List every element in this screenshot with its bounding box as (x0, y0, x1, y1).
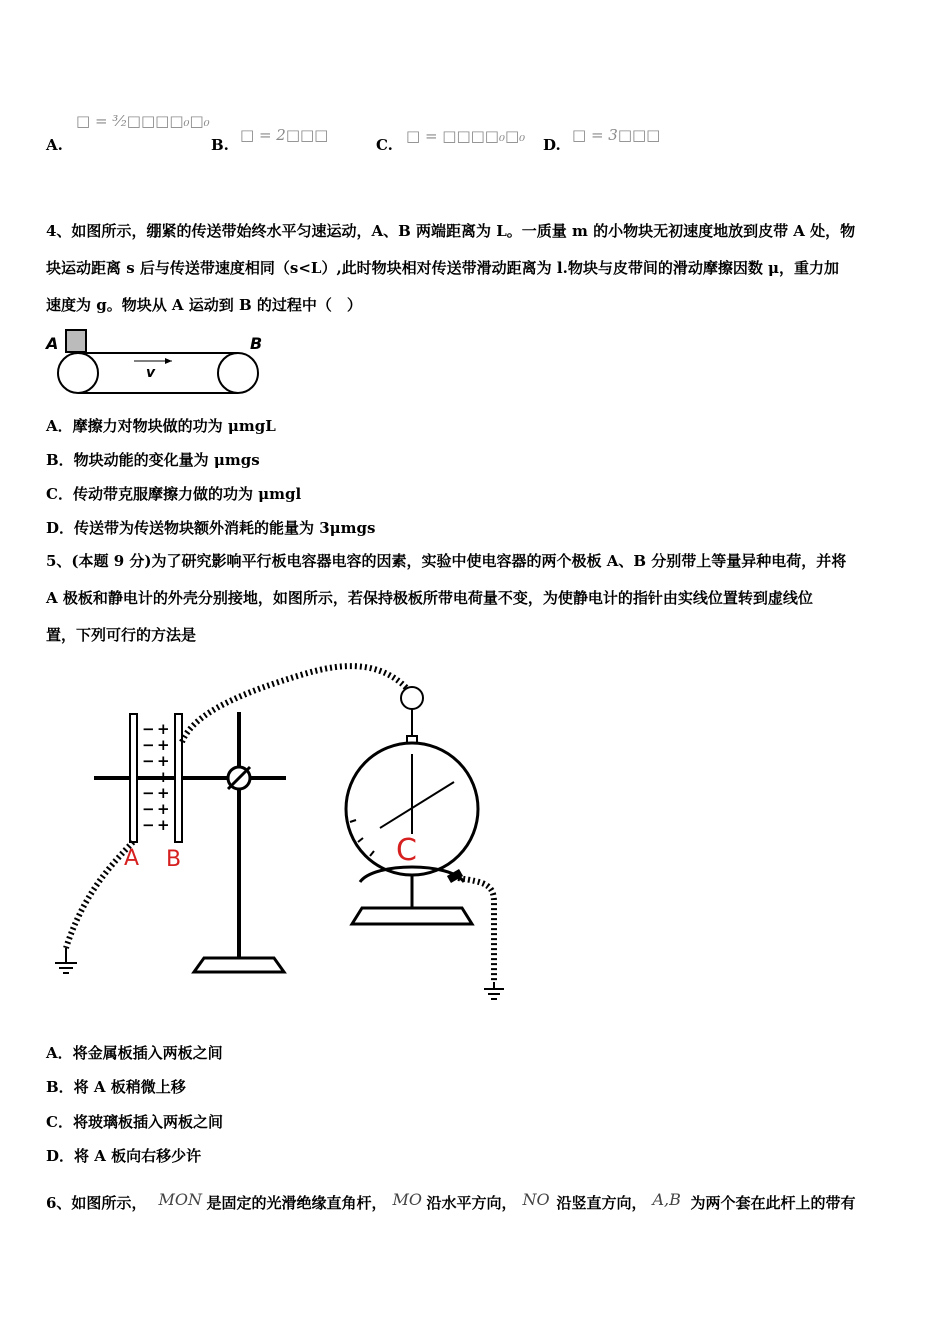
plate-b (175, 714, 182, 842)
q4-option-c: C．传动带克服摩擦力做的功为 μmgl (46, 485, 302, 503)
svg-text:−: − (142, 768, 155, 786)
q5-option-d: D．将 A 板向右移少许 (46, 1147, 202, 1165)
svg-text:−: − (142, 784, 155, 802)
figure-label-v: v (146, 365, 156, 381)
figure-label-a: A (46, 334, 59, 353)
q3-option-b-formula: □ = 2□□□ (240, 126, 329, 144)
q3-option-a-formula: □ = ³⁄₂□□□□₀□₀ (76, 112, 210, 130)
q4-stem-line3: 速度为 g。物块从 A 运动到 B 的过程中（ ） (46, 296, 362, 314)
q4-option-b: B．物块动能的变化量为 μmgs (46, 451, 260, 469)
q4-option-d: D．传送带为传送物块额外消耗的能量为 3μmgs (46, 519, 376, 537)
label-b: B (166, 847, 182, 872)
left-pulley (58, 353, 98, 393)
svg-text:+: + (157, 736, 170, 754)
coiled-wire-top (182, 666, 412, 742)
q4-option-a: A．摩擦力对物块做的功为 μmgL (46, 417, 276, 435)
svg-text:−: − (142, 752, 155, 770)
q3-option-d-label: D. (543, 136, 561, 154)
q5-option-c: C．将玻璃板插入两板之间 (46, 1113, 223, 1131)
q5-stem-line2: A 极板和静电计的外壳分别接地，如图所示，若保持极板所带电荷量不变，为使静电计的指针由实线位置转到虚线位 (46, 589, 813, 607)
q6-stem (46, 1192, 856, 1213)
coiled-wire-case-ground (458, 878, 494, 982)
q5-stem (46, 543, 908, 654)
q4-stem-line1: 4、如图所示，绷紧的传送带始终水平匀速运动，A、B 两端距离为 L。一质量 m 的小物块无初速度地放到皮带 A 处，物 (46, 222, 856, 240)
q6-part3: 沿竖直方向， (556, 1194, 647, 1212)
q5-option-b: B．将 A 板稍微上移 (46, 1078, 186, 1096)
q3-option-a-label: A. (46, 136, 63, 154)
svg-text:−: − (142, 816, 155, 834)
svg-text:+: + (157, 816, 170, 834)
q6-part1: 是固定的光滑绝缘直角杆， (206, 1194, 387, 1212)
q5-stem-line3: 置，下列可行的方法是 (46, 626, 197, 644)
svg-text:+: + (157, 752, 170, 770)
right-pulley (218, 353, 258, 393)
q4-stem-line2: 块运动距离 s 后与传送带速度相同（s<L）,此时物块相对传送带滑动距离为 l.物块与皮带间的滑动摩擦因数 μ，重力加 (46, 259, 840, 277)
q3-option-b-label: B. (211, 136, 229, 154)
svg-text:+: + (157, 800, 170, 818)
q6-mon: MON (158, 1190, 202, 1209)
q4-stem (46, 213, 908, 324)
q6-no: NO (522, 1190, 550, 1209)
svg-text:−: − (142, 736, 155, 754)
figure-label-b: B (250, 334, 263, 353)
plate-a (130, 714, 137, 842)
q6-part2: 沿水平方向， (426, 1194, 517, 1212)
q5-stem-line1: 5、(本题 9 分)为了研究影响平行板电容器电容的因素，实验中使电容器的两个极板 A、B 分别带上等量异种电荷，并将 (46, 552, 847, 570)
svg-text:−: − (142, 720, 155, 738)
q3-option-c-formula: □ = □□□□₀□₀ (406, 127, 526, 145)
stand-base (194, 958, 284, 972)
block-icon (66, 330, 86, 352)
conveyor-belt-figure (44, 326, 266, 400)
svg-text:−: − (142, 800, 155, 818)
label-c: C (396, 833, 417, 868)
terminal-knob (401, 687, 423, 709)
arrowhead-icon (165, 358, 172, 364)
q6-part4: 为两个套在此杆上的带有 (690, 1194, 856, 1212)
q5-option-a: A．将金属板插入两板之间 (46, 1044, 223, 1062)
svg-text:+: + (157, 768, 170, 786)
q3-option-d-formula: □ = 3□□□ (572, 126, 661, 144)
electrometer-base (352, 908, 472, 924)
label-a: A (124, 846, 140, 871)
coiled-wire-ground (66, 842, 133, 948)
capacitor-electrometer-figure (44, 652, 524, 1004)
q6-prefix: 6、如图所示， (46, 1194, 147, 1212)
svg-text:+: + (157, 784, 170, 802)
q6-ab: A,B (652, 1190, 681, 1209)
q6-mo: MO (392, 1190, 422, 1209)
svg-text:+: + (157, 720, 170, 738)
q3-option-c-label: C. (376, 136, 393, 154)
